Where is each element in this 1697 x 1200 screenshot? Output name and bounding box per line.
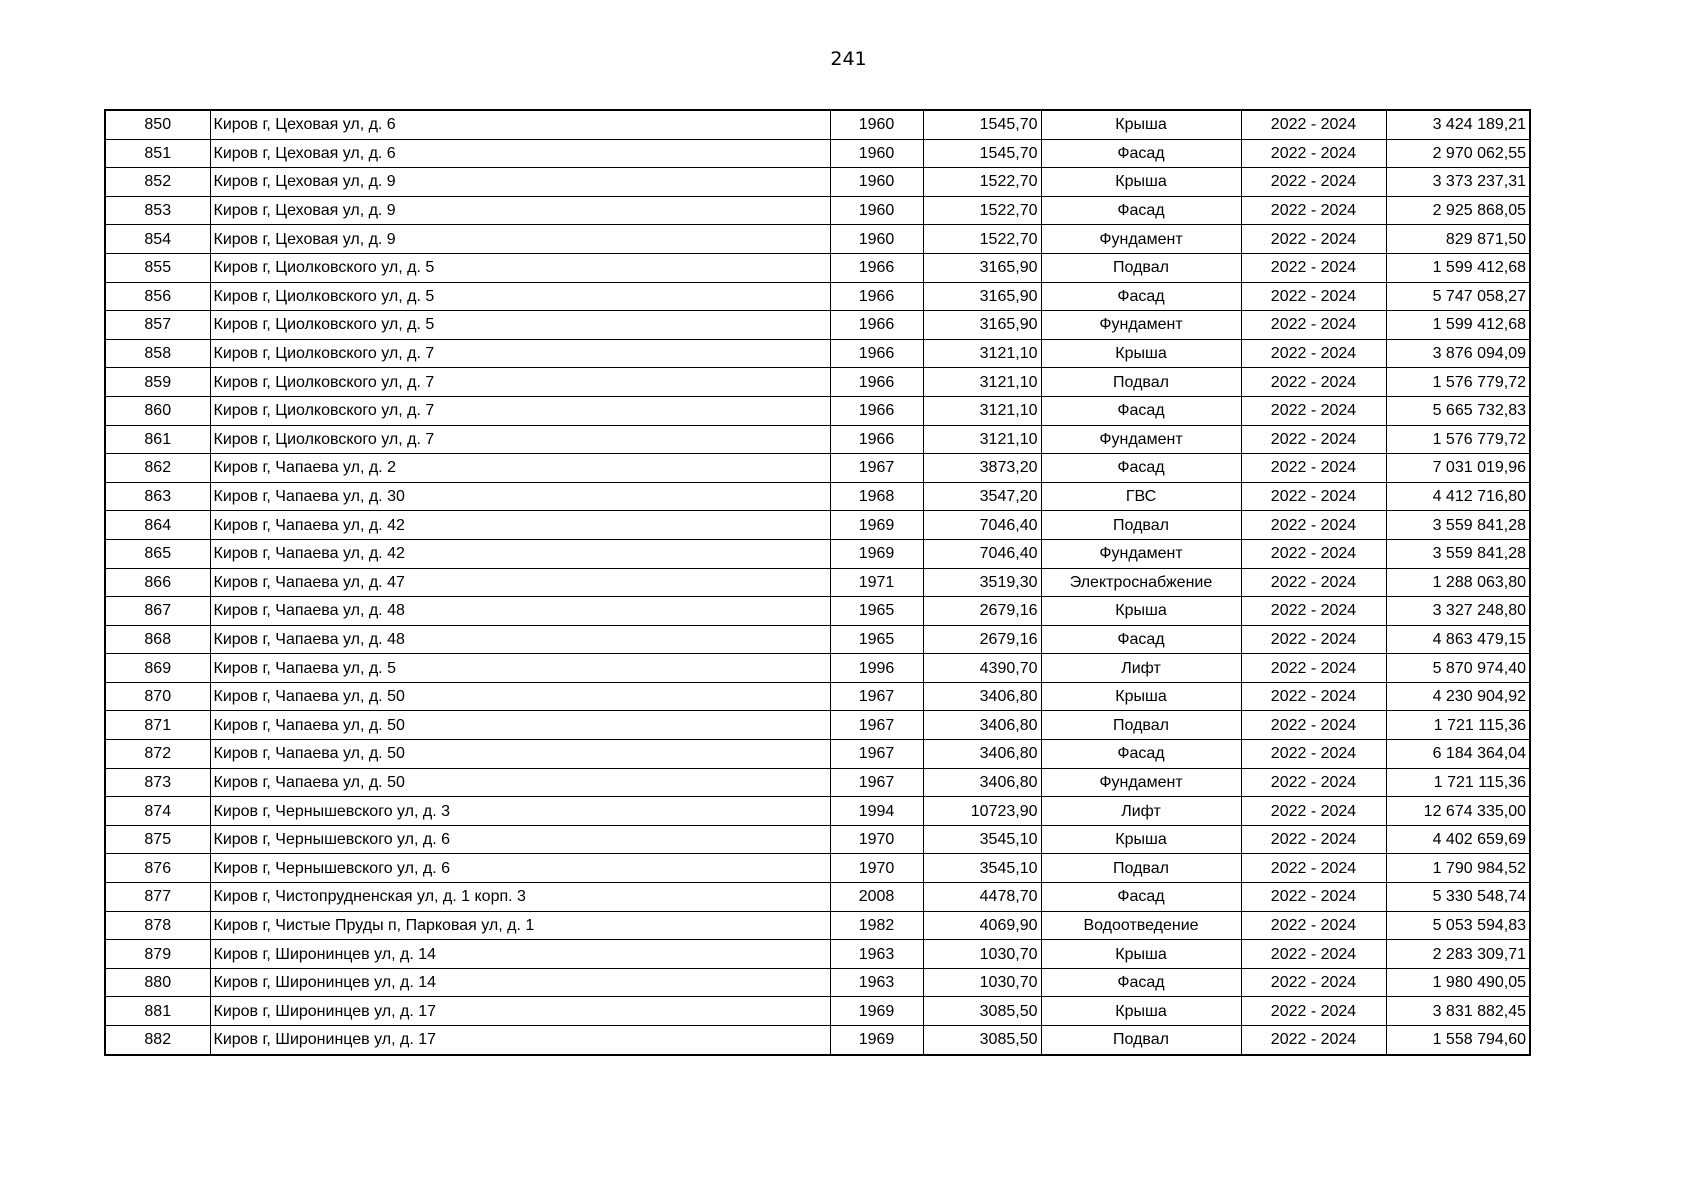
- address-cell: Киров г, Чапаева ул, д. 47: [210, 568, 830, 597]
- cost-cell: 5 665 732,83: [1386, 396, 1530, 425]
- cost-cell: 4 412 716,80: [1386, 482, 1530, 511]
- work-type-cell: Фасад: [1041, 454, 1241, 483]
- address-cell: Киров г, Широнинцев ул, д. 14: [210, 968, 830, 997]
- table-row: [105, 825, 1530, 854]
- address-cell: Киров г, Цеховая ул, д. 9: [210, 225, 830, 254]
- address-cell: Киров г, Чапаева ул, д. 2: [210, 454, 830, 483]
- row-number-cell: 882: [105, 1026, 210, 1055]
- row-number-cell: 866: [105, 568, 210, 597]
- address-cell: Киров г, Широнинцев ул, д. 14: [210, 940, 830, 969]
- repair-register-table: [104, 109, 1531, 1056]
- work-type-cell: Водоотведение: [1041, 911, 1241, 940]
- address-cell: Киров г, Циолковского ул, д. 7: [210, 425, 830, 454]
- cost-cell: 1 599 412,68: [1386, 311, 1530, 340]
- period-cell: 2022 - 2024: [1241, 654, 1386, 683]
- period-cell: 2022 - 2024: [1241, 711, 1386, 740]
- period-cell: 2022 - 2024: [1241, 968, 1386, 997]
- period-cell: 2022 - 2024: [1241, 740, 1386, 769]
- row-number-cell: 858: [105, 339, 210, 368]
- build-year-cell: 1966: [830, 311, 923, 340]
- cost-cell: 1 980 490,05: [1386, 968, 1530, 997]
- row-number-cell: 856: [105, 282, 210, 311]
- period-cell: 2022 - 2024: [1241, 368, 1386, 397]
- area-cell: 3545,10: [923, 825, 1041, 854]
- cost-cell: 7 031 019,96: [1386, 454, 1530, 483]
- table-row: [105, 854, 1530, 883]
- work-type-cell: Фасад: [1041, 625, 1241, 654]
- cost-cell: 2 925 868,05: [1386, 196, 1530, 225]
- period-cell: 2022 - 2024: [1241, 311, 1386, 340]
- work-type-cell: Фасад: [1041, 396, 1241, 425]
- cost-cell: 6 184 364,04: [1386, 740, 1530, 769]
- period-cell: 2022 - 2024: [1241, 797, 1386, 826]
- cost-cell: 3 373 237,31: [1386, 168, 1530, 197]
- row-number-cell: 879: [105, 940, 210, 969]
- table-row: [105, 968, 1530, 997]
- table-row: [105, 797, 1530, 826]
- area-cell: 3165,90: [923, 311, 1041, 340]
- table-row: [105, 740, 1530, 769]
- address-cell: Киров г, Циолковского ул, д. 7: [210, 339, 830, 368]
- row-number-cell: 850: [105, 110, 210, 139]
- period-cell: 2022 - 2024: [1241, 539, 1386, 568]
- area-cell: 3085,50: [923, 1026, 1041, 1055]
- cost-cell: 12 674 335,00: [1386, 797, 1530, 826]
- build-year-cell: 1969: [830, 511, 923, 540]
- build-year-cell: 2008: [830, 883, 923, 912]
- address-cell: Киров г, Чапаева ул, д. 50: [210, 711, 830, 740]
- work-type-cell: Фундамент: [1041, 768, 1241, 797]
- period-cell: 2022 - 2024: [1241, 682, 1386, 711]
- table-row: [105, 482, 1530, 511]
- table-row: [105, 225, 1530, 254]
- build-year-cell: 1967: [830, 740, 923, 769]
- period-cell: 2022 - 2024: [1241, 568, 1386, 597]
- area-cell: 4390,70: [923, 654, 1041, 683]
- table-row: [105, 539, 1530, 568]
- address-cell: Киров г, Чапаева ул, д. 42: [210, 511, 830, 540]
- row-number-cell: 873: [105, 768, 210, 797]
- cost-cell: 1 576 779,72: [1386, 368, 1530, 397]
- row-number-cell: 871: [105, 711, 210, 740]
- area-cell: 1522,70: [923, 196, 1041, 225]
- period-cell: 2022 - 2024: [1241, 997, 1386, 1026]
- work-type-cell: Крыша: [1041, 339, 1241, 368]
- cost-cell: 4 230 904,92: [1386, 682, 1530, 711]
- area-cell: 3406,80: [923, 711, 1041, 740]
- table-row: [105, 911, 1530, 940]
- work-type-cell: Фундамент: [1041, 311, 1241, 340]
- period-cell: 2022 - 2024: [1241, 825, 1386, 854]
- area-cell: 3873,20: [923, 454, 1041, 483]
- period-cell: 2022 - 2024: [1241, 482, 1386, 511]
- table-row: [105, 339, 1530, 368]
- work-type-cell: Подвал: [1041, 711, 1241, 740]
- work-type-cell: Крыша: [1041, 597, 1241, 626]
- area-cell: 1545,70: [923, 110, 1041, 139]
- work-type-cell: Подвал: [1041, 854, 1241, 883]
- area-cell: 2679,16: [923, 597, 1041, 626]
- period-cell: 2022 - 2024: [1241, 911, 1386, 940]
- period-cell: 2022 - 2024: [1241, 425, 1386, 454]
- address-cell: Киров г, Циолковского ул, д. 5: [210, 253, 830, 282]
- address-cell: Киров г, Чапаева ул, д. 48: [210, 625, 830, 654]
- build-year-cell: 1966: [830, 396, 923, 425]
- area-cell: 3085,50: [923, 997, 1041, 1026]
- build-year-cell: 1966: [830, 425, 923, 454]
- cost-cell: 1 721 115,36: [1386, 768, 1530, 797]
- area-cell: 3545,10: [923, 854, 1041, 883]
- table-row: [105, 768, 1530, 797]
- row-number-cell: 876: [105, 854, 210, 883]
- period-cell: 2022 - 2024: [1241, 225, 1386, 254]
- build-year-cell: 1960: [830, 196, 923, 225]
- area-cell: 3121,10: [923, 425, 1041, 454]
- area-cell: 1030,70: [923, 940, 1041, 969]
- work-type-cell: Крыша: [1041, 682, 1241, 711]
- table-row: [105, 196, 1530, 225]
- build-year-cell: 1966: [830, 282, 923, 311]
- cost-cell: 1 790 984,52: [1386, 854, 1530, 883]
- area-cell: 10723,90: [923, 797, 1041, 826]
- period-cell: 2022 - 2024: [1241, 1026, 1386, 1055]
- build-year-cell: 1965: [830, 597, 923, 626]
- address-cell: Киров г, Чапаева ул, д. 50: [210, 682, 830, 711]
- cost-cell: 1 721 115,36: [1386, 711, 1530, 740]
- table-row: [105, 368, 1530, 397]
- table-row: [105, 425, 1530, 454]
- table-row: [105, 253, 1530, 282]
- work-type-cell: Фасад: [1041, 968, 1241, 997]
- work-type-cell: Фасад: [1041, 139, 1241, 168]
- period-cell: 2022 - 2024: [1241, 854, 1386, 883]
- work-type-cell: Крыша: [1041, 997, 1241, 1026]
- area-cell: 4069,90: [923, 911, 1041, 940]
- build-year-cell: 1960: [830, 139, 923, 168]
- table-row: [105, 883, 1530, 912]
- table-row: [105, 311, 1530, 340]
- address-cell: Киров г, Чернышевского ул, д. 6: [210, 854, 830, 883]
- table-row: [105, 511, 1530, 540]
- address-cell: Киров г, Чапаева ул, д. 50: [210, 768, 830, 797]
- period-cell: 2022 - 2024: [1241, 511, 1386, 540]
- table-row: [105, 139, 1530, 168]
- period-cell: 2022 - 2024: [1241, 597, 1386, 626]
- cost-cell: 1 576 779,72: [1386, 425, 1530, 454]
- area-cell: 1522,70: [923, 225, 1041, 254]
- cost-cell: 3 559 841,28: [1386, 539, 1530, 568]
- build-year-cell: 1970: [830, 854, 923, 883]
- work-type-cell: Фасад: [1041, 740, 1241, 769]
- row-number-cell: 877: [105, 883, 210, 912]
- area-cell: 7046,40: [923, 539, 1041, 568]
- cost-cell: 3 559 841,28: [1386, 511, 1530, 540]
- address-cell: Киров г, Чистые Пруды п, Парковая ул, д. 1: [210, 911, 830, 940]
- work-type-cell: Крыша: [1041, 825, 1241, 854]
- table-body: [105, 110, 1530, 1055]
- build-year-cell: 1966: [830, 368, 923, 397]
- period-cell: 2022 - 2024: [1241, 282, 1386, 311]
- build-year-cell: 1960: [830, 168, 923, 197]
- row-number-cell: 864: [105, 511, 210, 540]
- work-type-cell: Лифт: [1041, 797, 1241, 826]
- area-cell: 1545,70: [923, 139, 1041, 168]
- cost-cell: 2 970 062,55: [1386, 139, 1530, 168]
- cost-cell: 829 871,50: [1386, 225, 1530, 254]
- cost-cell: 3 327 248,80: [1386, 597, 1530, 626]
- build-year-cell: 1963: [830, 968, 923, 997]
- work-type-cell: Подвал: [1041, 368, 1241, 397]
- row-number-cell: 861: [105, 425, 210, 454]
- cost-cell: 1 599 412,68: [1386, 253, 1530, 282]
- build-year-cell: 1965: [830, 625, 923, 654]
- row-number-cell: 859: [105, 368, 210, 397]
- area-cell: 3165,90: [923, 282, 1041, 311]
- area-cell: 3519,30: [923, 568, 1041, 597]
- address-cell: Киров г, Широнинцев ул, д. 17: [210, 997, 830, 1026]
- table-row: [105, 282, 1530, 311]
- area-cell: 3165,90: [923, 253, 1041, 282]
- table-row: [105, 682, 1530, 711]
- address-cell: Киров г, Циолковского ул, д. 5: [210, 282, 830, 311]
- row-number-cell: 867: [105, 597, 210, 626]
- build-year-cell: 1966: [830, 339, 923, 368]
- area-cell: 3406,80: [923, 740, 1041, 769]
- area-cell: 3121,10: [923, 339, 1041, 368]
- address-cell: Киров г, Цеховая ул, д. 9: [210, 196, 830, 225]
- build-year-cell: 1982: [830, 911, 923, 940]
- build-year-cell: 1967: [830, 454, 923, 483]
- work-type-cell: Лифт: [1041, 654, 1241, 683]
- period-cell: 2022 - 2024: [1241, 139, 1386, 168]
- area-cell: 2679,16: [923, 625, 1041, 654]
- address-cell: Киров г, Циолковского ул, д. 7: [210, 396, 830, 425]
- address-cell: Киров г, Чапаева ул, д. 5: [210, 654, 830, 683]
- row-number-cell: 870: [105, 682, 210, 711]
- build-year-cell: 1963: [830, 940, 923, 969]
- area-cell: 3406,80: [923, 768, 1041, 797]
- cost-cell: 4 863 479,15: [1386, 625, 1530, 654]
- row-number-cell: 862: [105, 454, 210, 483]
- address-cell: Киров г, Чистопрудненская ул, д. 1 корп. 3: [210, 883, 830, 912]
- work-type-cell: Крыша: [1041, 110, 1241, 139]
- row-number-cell: 869: [105, 654, 210, 683]
- address-cell: Киров г, Цеховая ул, д. 6: [210, 110, 830, 139]
- cost-cell: 5 053 594,83: [1386, 911, 1530, 940]
- build-year-cell: 1969: [830, 1026, 923, 1055]
- area-cell: 7046,40: [923, 511, 1041, 540]
- cost-cell: 5 870 974,40: [1386, 654, 1530, 683]
- address-cell: Киров г, Чапаева ул, д. 42: [210, 539, 830, 568]
- cost-cell: 3 831 882,45: [1386, 997, 1530, 1026]
- cost-cell: 5 330 548,74: [1386, 883, 1530, 912]
- cost-cell: 5 747 058,27: [1386, 282, 1530, 311]
- address-cell: Киров г, Циолковского ул, д. 5: [210, 311, 830, 340]
- address-cell: Киров г, Чапаева ул, д. 50: [210, 740, 830, 769]
- work-type-cell: Подвал: [1041, 511, 1241, 540]
- area-cell: 3121,10: [923, 368, 1041, 397]
- build-year-cell: 1968: [830, 482, 923, 511]
- period-cell: 2022 - 2024: [1241, 454, 1386, 483]
- period-cell: 2022 - 2024: [1241, 768, 1386, 797]
- table-row: [105, 654, 1530, 683]
- work-type-cell: Фундамент: [1041, 425, 1241, 454]
- cost-cell: 3 424 189,21: [1386, 110, 1530, 139]
- row-number-cell: 854: [105, 225, 210, 254]
- work-type-cell: Крыша: [1041, 168, 1241, 197]
- period-cell: 2022 - 2024: [1241, 253, 1386, 282]
- build-year-cell: 1969: [830, 539, 923, 568]
- build-year-cell: 1996: [830, 654, 923, 683]
- row-number-cell: 874: [105, 797, 210, 826]
- cost-cell: 2 283 309,71: [1386, 940, 1530, 969]
- area-cell: 3547,20: [923, 482, 1041, 511]
- row-number-cell: 851: [105, 139, 210, 168]
- address-cell: Киров г, Цеховая ул, д. 6: [210, 139, 830, 168]
- row-number-cell: 865: [105, 539, 210, 568]
- address-cell: Киров г, Чернышевского ул, д. 6: [210, 825, 830, 854]
- build-year-cell: 1966: [830, 253, 923, 282]
- table-row: [105, 597, 1530, 626]
- address-cell: Киров г, Циолковского ул, д. 7: [210, 368, 830, 397]
- period-cell: 2022 - 2024: [1241, 168, 1386, 197]
- work-type-cell: Фасад: [1041, 883, 1241, 912]
- build-year-cell: 1967: [830, 682, 923, 711]
- row-number-cell: 875: [105, 825, 210, 854]
- area-cell: 3406,80: [923, 682, 1041, 711]
- period-cell: 2022 - 2024: [1241, 196, 1386, 225]
- table-row: [105, 110, 1530, 139]
- page-number: 241: [830, 48, 867, 70]
- area-cell: 1030,70: [923, 968, 1041, 997]
- table-row: [105, 711, 1530, 740]
- build-year-cell: 1994: [830, 797, 923, 826]
- row-number-cell: 863: [105, 482, 210, 511]
- period-cell: 2022 - 2024: [1241, 625, 1386, 654]
- period-cell: 2022 - 2024: [1241, 110, 1386, 139]
- table-row: [105, 940, 1530, 969]
- cost-cell: 3 876 094,09: [1386, 339, 1530, 368]
- cost-cell: 1 558 794,60: [1386, 1026, 1530, 1055]
- build-year-cell: 1967: [830, 711, 923, 740]
- work-type-cell: Фундамент: [1041, 225, 1241, 254]
- build-year-cell: 1960: [830, 110, 923, 139]
- address-cell: Киров г, Чапаева ул, д. 30: [210, 482, 830, 511]
- build-year-cell: 1969: [830, 997, 923, 1026]
- period-cell: 2022 - 2024: [1241, 396, 1386, 425]
- address-cell: Киров г, Широнинцев ул, д. 17: [210, 1026, 830, 1055]
- row-number-cell: 881: [105, 997, 210, 1026]
- address-cell: Киров г, Цеховая ул, д. 9: [210, 168, 830, 197]
- table-row: [105, 396, 1530, 425]
- period-cell: 2022 - 2024: [1241, 940, 1386, 969]
- table-row: [105, 997, 1530, 1026]
- row-number-cell: 853: [105, 196, 210, 225]
- build-year-cell: 1967: [830, 768, 923, 797]
- row-number-cell: 855: [105, 253, 210, 282]
- row-number-cell: 868: [105, 625, 210, 654]
- area-cell: 3121,10: [923, 396, 1041, 425]
- work-type-cell: Электроснабжение: [1041, 568, 1241, 597]
- build-year-cell: 1970: [830, 825, 923, 854]
- row-number-cell: 878: [105, 911, 210, 940]
- row-number-cell: 852: [105, 168, 210, 197]
- cost-cell: 4 402 659,69: [1386, 825, 1530, 854]
- row-number-cell: 872: [105, 740, 210, 769]
- work-type-cell: Фундамент: [1041, 539, 1241, 568]
- table-row: [105, 625, 1530, 654]
- table-row: [105, 568, 1530, 597]
- table-row: [105, 1026, 1530, 1055]
- period-cell: 2022 - 2024: [1241, 883, 1386, 912]
- area-cell: 1522,70: [923, 168, 1041, 197]
- work-type-cell: Подвал: [1041, 1026, 1241, 1055]
- address-cell: Киров г, Чапаева ул, д. 48: [210, 597, 830, 626]
- work-type-cell: ГВС: [1041, 482, 1241, 511]
- work-type-cell: Подвал: [1041, 253, 1241, 282]
- row-number-cell: 857: [105, 311, 210, 340]
- build-year-cell: 1971: [830, 568, 923, 597]
- area-cell: 4478,70: [923, 883, 1041, 912]
- work-type-cell: Крыша: [1041, 940, 1241, 969]
- period-cell: 2022 - 2024: [1241, 339, 1386, 368]
- table-row: [105, 168, 1530, 197]
- cost-cell: 1 288 063,80: [1386, 568, 1530, 597]
- table-row: [105, 454, 1530, 483]
- row-number-cell: 860: [105, 396, 210, 425]
- build-year-cell: 1960: [830, 225, 923, 254]
- address-cell: Киров г, Чернышевского ул, д. 3: [210, 797, 830, 826]
- row-number-cell: 880: [105, 968, 210, 997]
- work-type-cell: Фасад: [1041, 196, 1241, 225]
- work-type-cell: Фасад: [1041, 282, 1241, 311]
